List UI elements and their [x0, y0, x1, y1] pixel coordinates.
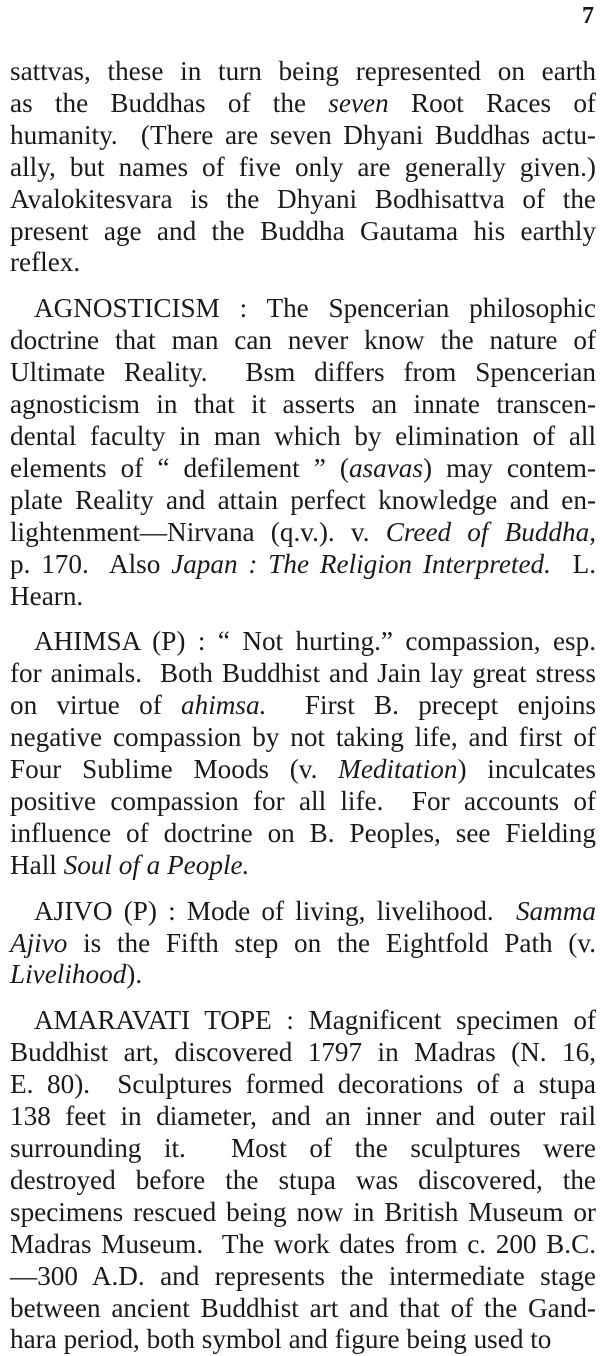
- text-line: [10, 1165, 596, 1197]
- text-run: elements of “ defilement ” (: [10, 452, 349, 483]
- text-line: [10, 690, 596, 722]
- text-run: Buddhist art, discovered 1797 in Madras (N. 16,: [10, 1037, 596, 1068]
- entry-ahimsa: [10, 626, 596, 881]
- text-run: for animals. Both Buddhist and Jain lay great stress: [10, 658, 596, 689]
- page-body: [10, 56, 596, 1356]
- text-run: agnosticism in that it asserts an innate transcen-: [10, 389, 596, 420]
- entry-ajivo: [10, 896, 596, 992]
- text-line: [10, 453, 596, 485]
- text-run: Hall: [10, 849, 64, 880]
- text-line: [10, 658, 596, 690]
- text-run: negative compassion by not taking life, and first of: [10, 722, 596, 753]
- page-number: 7: [582, 3, 594, 29]
- italic-text: Soul of a People.: [63, 849, 250, 880]
- text-line: [10, 896, 596, 928]
- italic-text: Japan : The Religion Interpreted.: [171, 548, 551, 579]
- text-run: —300 A.D. and represents the intermediate stage: [10, 1260, 596, 1291]
- italic-text: Meditation: [338, 754, 458, 785]
- italic-text: Samma: [515, 895, 596, 926]
- text-line: [10, 928, 596, 960]
- text-line: [10, 959, 596, 991]
- text-line: [10, 88, 596, 120]
- text-line: [10, 626, 596, 658]
- text-line: [10, 485, 596, 517]
- italic-text: seven: [328, 87, 389, 118]
- italic-text: ahimsa.: [181, 690, 267, 721]
- text-run: ally, but names of five only are generally given.): [10, 151, 596, 182]
- text-run: AHIMSA (P) : “ Not hurting.” compassion, esp.: [34, 626, 596, 657]
- entry-continuation: [10, 56, 596, 279]
- text-line: [10, 1101, 596, 1133]
- italic-text: Creed of Buddha,: [385, 516, 597, 547]
- entry-agnosticism: [10, 293, 596, 612]
- text-line: [10, 786, 596, 818]
- text-line: [10, 1261, 596, 1293]
- text-line: [10, 325, 596, 357]
- text-line: [10, 517, 596, 549]
- text-run: E. 80). Sculptures formed decorations of a stupa: [10, 1069, 596, 1100]
- text-run: specimens rescued being now in British Museum or: [10, 1196, 596, 1227]
- text-line: [10, 247, 596, 279]
- text-line: [10, 850, 596, 882]
- text-line: [10, 549, 596, 581]
- text-line: [10, 1293, 596, 1325]
- text-run: L.: [550, 548, 596, 579]
- text-run: p. 170. Also: [10, 548, 172, 579]
- text-run: sattvas, these in turn being represented on earth: [10, 56, 596, 86]
- text-run: surrounding it. Most of the sculptures were: [10, 1133, 596, 1163]
- text-run: AGNOSTICISM : The Spencerian philosophic: [34, 293, 596, 324]
- text-line: [10, 581, 596, 613]
- text-line: [10, 754, 596, 786]
- text-line: [10, 1133, 596, 1165]
- italic-text: Ajivo: [10, 927, 68, 958]
- text-run: Avalokitesvara is the Dhyani Bodhisattva of the: [10, 183, 596, 214]
- text-run: ).: [126, 959, 143, 990]
- text-line: [10, 293, 596, 325]
- text-line: [10, 357, 596, 389]
- text-line: [10, 818, 596, 850]
- text-run: as the Buddhas of the: [10, 87, 329, 118]
- text-run: Hearn.: [10, 580, 84, 611]
- text-run: AJIVO (P) : Mode of living, livelihood.: [34, 895, 516, 926]
- text-run: influence of doctrine on B. Peoples, see Fielding: [10, 817, 596, 848]
- text-run: Ultimate Reality. Bsm differs from Spencerian: [10, 357, 596, 388]
- text-line: [10, 184, 596, 216]
- entry-amaravati-tope: [10, 1005, 596, 1356]
- text-line: [10, 120, 596, 152]
- text-line: [10, 216, 596, 248]
- text-run: First B. precept enjoins: [266, 690, 596, 721]
- italic-text: asavas: [348, 452, 423, 483]
- text-line: [10, 152, 596, 184]
- text-run: 138 feet in diameter, and an inner and outer rail: [10, 1101, 596, 1132]
- text-line: [10, 1324, 596, 1356]
- text-run: positive compassion for all life. For accounts of: [10, 785, 596, 816]
- text-run: present age and the Buddha Gautama his earthly: [10, 215, 596, 246]
- text-run: hara period, both symbol and figure being used to: [10, 1324, 552, 1355]
- text-run: Four Sublime Moods (v.: [10, 754, 339, 785]
- text-run: dental faculty in man which by elimination of all: [10, 420, 596, 451]
- text-run: Madras Museum. The work dates from c. 200 B.C.: [10, 1228, 596, 1259]
- text-line: [10, 1005, 596, 1037]
- text-run: lightenment—Nirvana (q.v.). v.: [10, 516, 386, 547]
- text-run: humanity. (There are seven Dhyani Buddhas actu-: [10, 119, 596, 150]
- text-line: [10, 1229, 596, 1261]
- text-run: doctrine that man can never know the nature of: [10, 325, 596, 356]
- text-line: [10, 389, 596, 421]
- text-run: destroyed before the stupa was discovered, the: [10, 1164, 596, 1195]
- text-run: between ancient Buddhist art and that of the Gand-: [10, 1292, 596, 1323]
- text-run: ) inculcates: [457, 754, 596, 785]
- text-run: ) may contem-: [422, 452, 596, 483]
- text-line: [10, 421, 596, 453]
- text-run: AMARAVATI TOPE : Magnificent specimen of: [34, 1005, 596, 1036]
- text-line: [10, 1037, 596, 1069]
- text-line: [10, 56, 596, 88]
- text-run: on virtue of: [10, 690, 182, 721]
- text-run: reflex.: [10, 247, 81, 278]
- text-line: [10, 722, 596, 754]
- text-line: [10, 1069, 596, 1101]
- text-run: Root Races of: [388, 87, 596, 118]
- text-run: plate Reality and attain perfect knowledge and en-: [10, 484, 596, 515]
- text-run: is the Fifth step on the Eightfold Path (v.: [67, 927, 596, 958]
- italic-text: Livelihood: [10, 959, 127, 990]
